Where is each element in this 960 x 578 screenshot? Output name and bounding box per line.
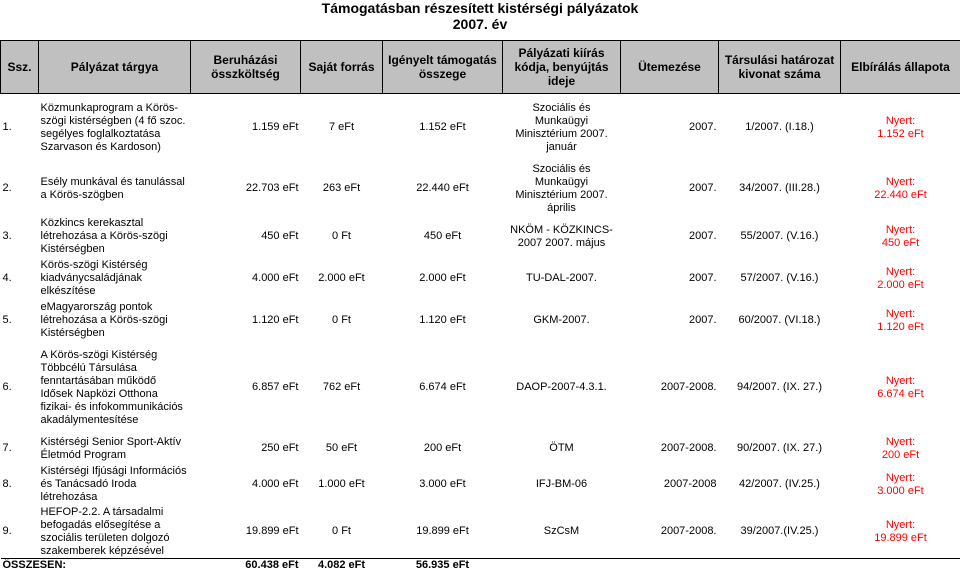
row-total: 4.000 eFt <box>252 272 299 284</box>
status-value: 1.152 eFt <box>877 127 924 140</box>
status-value: 2.000 eFt <box>877 278 924 291</box>
row-subject: Esély munkával és tanulással a Körös-szögben <box>40 175 185 201</box>
header-call: Pályázati kiírás kódja, benyújtás ideje <box>503 41 621 94</box>
row-subject: HEFOP-2.2. A társadalmi befogadás elősegítése a szociális területen dolgozó szakemberek képzésével <box>40 505 170 557</box>
row-schedule: 2007. <box>688 272 717 284</box>
totals-row <box>1 558 960 572</box>
row-requested: 22.440 eFt <box>416 182 469 194</box>
row-own: 2.000 eFt <box>318 272 365 284</box>
row-schedule: 2007. <box>688 230 717 242</box>
row-requested: 19.899 eFt <box>416 525 469 537</box>
table-row <box>1 506 960 559</box>
row-call: GKM-2007. <box>533 314 590 326</box>
header-row <box>1 41 960 94</box>
row-subject: eMagyarország pontok létrehozása a Körös-szögi Kistérségben <box>40 301 168 339</box>
row-total: 19.899 eFt <box>245 525 299 537</box>
row-call: NKÖM - KÖZKINCS-2007 2007. május <box>510 223 613 249</box>
row-schedule: 2007-2008. <box>660 381 717 393</box>
row-requested: 450 eFt <box>423 230 462 242</box>
row-subject: Közkincs kerekasztal létrehozása a Körös-szögi Kistérségben <box>40 217 168 255</box>
row-resolution: 39/2007.(IV.25.) <box>740 525 819 537</box>
row-ssz: 5. <box>2 314 12 326</box>
row-own: 0 Ft <box>332 525 351 537</box>
totals-own: 4.082 eFt <box>301 558 383 572</box>
row-ssz: 9. <box>2 525 12 537</box>
row-call: TU-DAL-2007. <box>526 272 597 284</box>
row-status <box>841 216 960 258</box>
totals-total: 60.438 eFt <box>191 558 301 572</box>
status-label: Nyert: <box>885 374 916 387</box>
row-ssz: 8. <box>2 478 12 490</box>
grants-table <box>0 40 960 572</box>
row-schedule: 2007-2008 <box>663 478 717 490</box>
header-schedule: Ütemezése <box>621 41 719 94</box>
row-requested: 3.000 eFt <box>419 478 466 490</box>
table-row <box>1 342 960 434</box>
row-own: 1.000 eFt <box>318 478 365 490</box>
status-value: 450 eFt <box>881 236 920 249</box>
totals-requested: 56.935 eFt <box>383 558 503 572</box>
table-row <box>1 162 960 216</box>
header-ssz: Ssz. <box>1 41 39 94</box>
table-row <box>1 258 960 300</box>
status-value: 19.899 eFt <box>874 531 927 544</box>
row-total: 450 eFt <box>261 230 299 242</box>
row-subject: Közmunkaprogram a Körös-szögi kistérségben (4 fő szoc. segélyes foglalkoztatása Szarvason és Kardoson) <box>40 101 186 153</box>
row-resolution: 90/2007. (IX. 27.) <box>737 442 822 454</box>
header-requested: Igényelt támogatás összege <box>383 41 503 94</box>
status-value: 1.120 eFt <box>877 320 924 333</box>
row-total: 250 eFt <box>261 442 299 454</box>
row-own: 762 eFt <box>322 381 361 393</box>
row-status <box>841 94 960 162</box>
table-row <box>1 300 960 342</box>
status-value: 22.440 eFt <box>874 188 927 201</box>
row-status <box>841 300 960 342</box>
row-own: 0 Ft <box>332 314 351 326</box>
status-label: Nyert: <box>885 223 916 236</box>
status-label: Nyert: <box>885 114 916 127</box>
header-own: Saját forrás <box>301 41 383 94</box>
row-schedule: 2007. <box>688 182 717 194</box>
header-total-cost: Beruházási összköltség <box>191 41 301 94</box>
row-resolution: 57/2007. (V.16.) <box>740 272 819 284</box>
row-resolution: 55/2007. (V.16.) <box>740 230 819 242</box>
row-call: SzCsM <box>543 525 580 537</box>
status-label: Nyert: <box>885 471 916 484</box>
status-label: Nyert: <box>885 265 916 278</box>
row-call: DAOP-2007-4.3.1. <box>516 381 607 393</box>
row-subject: A Körös-szögi Kistérség Többcélú Társulása fenntartásában működő Idősek Napközi Otthona fizikai- és infokommunikációs akadálymentesítése <box>40 348 183 426</box>
status-label: Nyert: <box>885 518 916 531</box>
row-requested: 1.120 eFt <box>419 314 466 326</box>
row-schedule: 2007-2008. <box>660 525 717 537</box>
row-status <box>841 342 960 434</box>
row-resolution: 94/2007. (IX. 27.) <box>737 381 822 393</box>
row-status <box>841 434 960 464</box>
status-label: Nyert: <box>885 175 916 188</box>
row-resolution: 42/2007. (IV.25.) <box>739 478 820 490</box>
row-call: ÖTM <box>549 442 574 454</box>
row-ssz: 3. <box>2 230 12 242</box>
row-requested: 6.674 eFt <box>419 381 466 393</box>
row-total: 1.159 eFt <box>252 121 299 134</box>
header-subject: Pályázat tárgya <box>39 41 191 94</box>
row-requested: 200 eFt <box>423 442 462 454</box>
row-ssz: 6. <box>2 381 12 393</box>
row-own: 263 eFt <box>322 182 361 194</box>
page-subtitle-year: 2007. év <box>452 16 508 32</box>
row-subject: Körös-szögi Kistérség kiadványcsaládjának elkészítése <box>40 259 148 297</box>
row-total: 22.703 eFt <box>245 182 299 194</box>
row-own: 0 Ft <box>332 230 351 242</box>
status-value: 6.674 eFt <box>877 387 924 400</box>
header-status: Elbírálás állapota <box>841 41 960 94</box>
row-status <box>841 162 960 216</box>
row-own: 7 eFt <box>328 121 355 134</box>
row-call: Szociális és Munkaügyi Minisztérium 2007. április <box>515 162 608 214</box>
row-requested: 1.152 eFt <box>419 121 466 134</box>
row-ssz: 7. <box>2 442 12 454</box>
status-label: Nyert: <box>885 307 916 320</box>
row-total: 1.120 eFt <box>252 314 299 326</box>
row-resolution: 34/2007. (III.28.) <box>739 182 820 194</box>
row-status <box>841 506 960 559</box>
row-ssz: 1. <box>2 121 12 134</box>
row-total: 6.857 eFt <box>252 381 299 393</box>
row-resolution: 60/2007. (VI.18.) <box>738 314 821 326</box>
status-value: 3.000 eFt <box>877 484 924 497</box>
row-requested: 2.000 eFt <box>419 272 466 284</box>
page-title: Támogatásban részesített kistérségi pályázatok <box>321 0 639 16</box>
row-subject: Kistérségi Senior Sport-Aktív Életmód Program <box>40 435 182 461</box>
row-schedule: 2007. <box>688 314 717 326</box>
row-schedule: 2007. <box>688 121 717 134</box>
status-label: Nyert: <box>885 435 916 448</box>
row-ssz: 2. <box>2 182 12 194</box>
table-row <box>1 434 960 464</box>
table-row <box>1 464 960 506</box>
row-status <box>841 258 960 300</box>
row-call: IFJ-BM-06 <box>535 478 588 490</box>
row-ssz: 4. <box>2 272 12 284</box>
status-value: 200 eFt <box>881 448 920 461</box>
header-resolution: Társulási határozat kivonat száma <box>719 41 841 94</box>
table-row <box>1 94 960 162</box>
row-own: 50 eFt <box>325 442 358 454</box>
row-resolution: 1/2007. (I.18.) <box>745 121 814 134</box>
totals-label: ÖSSZESEN: <box>1 558 191 572</box>
row-subject: Kistérségi Ifjúsági Információs és Tanácsadó Iroda létrehozása <box>40 465 187 503</box>
row-status <box>841 464 960 506</box>
row-call: Szociális és Munkaügyi Minisztérium 2007. január <box>515 101 608 153</box>
row-total: 4.000 eFt <box>252 478 299 490</box>
row-schedule: 2007-2008. <box>660 442 717 454</box>
table-row <box>1 216 960 258</box>
